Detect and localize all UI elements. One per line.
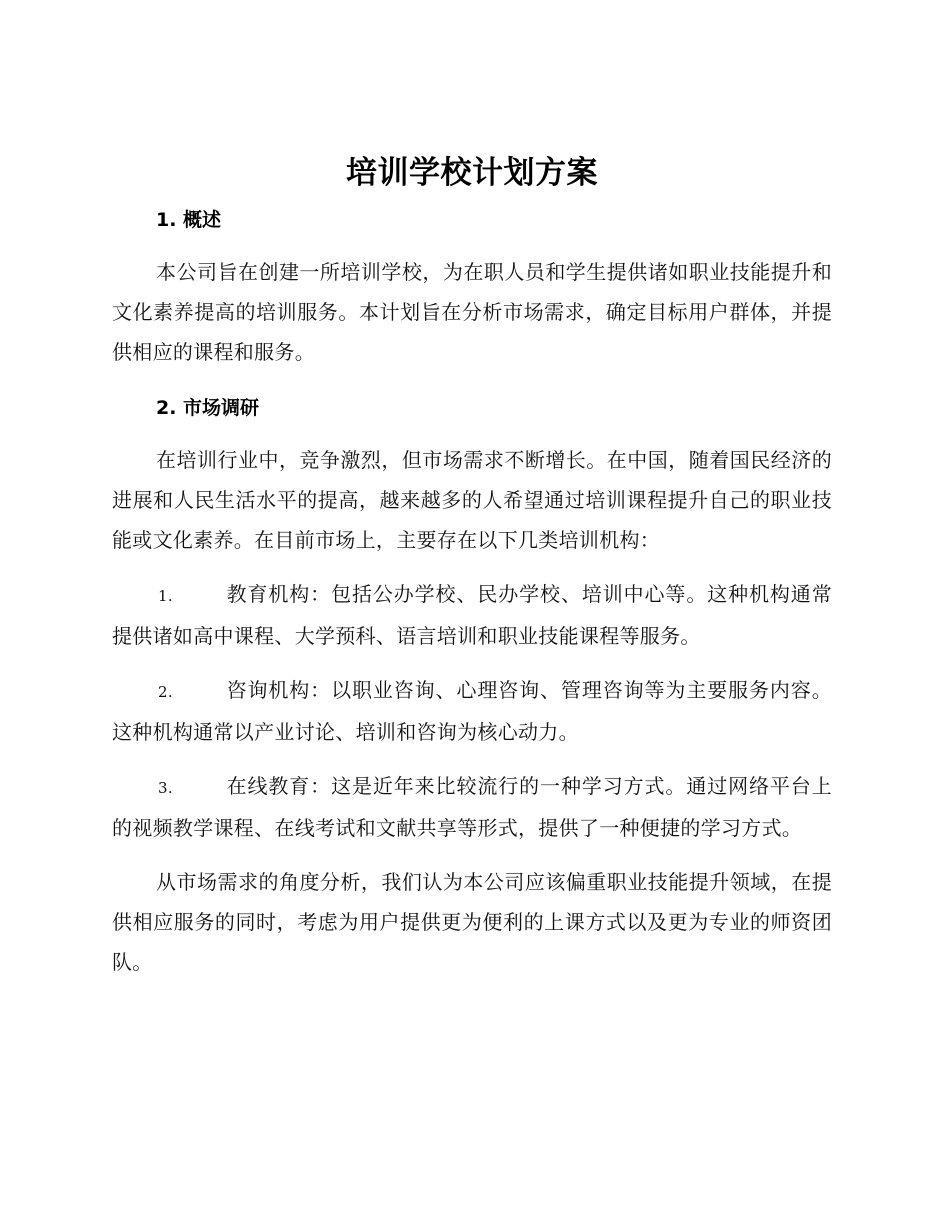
list-item-text: 咨询机构：以职业咨询、心理咨询、管理咨询等为主要服务内容。这种机构通常以产业讨论、培训和咨询为核心动力。 [112, 678, 832, 744]
document-body [112, 148, 832, 982]
section-heading-market-research: 2. 市场调研 [156, 397, 260, 419]
document-title: 培训学校计划方案 [346, 155, 598, 191]
list-number: 2. [158, 683, 173, 701]
list-item-text: 教育机构：包括公办学校、民办学校、培训中心等。这种机构通常提供诸如高中课程、大学预科、语言培训和职业技能课程等服务。 [112, 582, 832, 648]
list-item-consulting [112, 670, 832, 752]
list-item-education [112, 574, 832, 656]
market-conclusion-paragraph: 从市场需求的角度分析，我们认为本公司应该偏重职业技能提升领域，在提供相应服务的同时，考虑为用户提供更为便利的上课方式以及更为专业的师资团队。 [112, 870, 832, 974]
market-intro-paragraph: 在培训行业中，竞争激烈，但市场需求不断增长。在中国，随着国民经济的进展和人民生活水平的提高，越来越多的人希望通过培训课程提升自己的职业技能或文化素养。在目前市场上，主要存在以下几类培训机构： [112, 448, 832, 552]
list-number: 3. [158, 779, 173, 797]
list-item-online-education [112, 766, 832, 848]
overview-paragraph: 本公司旨在创建一所培训学校，为在职人员和学生提供诸如职业技能提升和文化素养提高的培训服务。本计划旨在分析市场需求，确定目标用户群体，并提供相应的课程和服务。 [112, 260, 832, 364]
list-item-text: 在线教育：这是近年来比较流行的一种学习方式。通过网络平台上的视频教学课程、在线考试和文献共享等形式，提供了一种便捷的学习方式。 [112, 774, 832, 840]
list-number: 1. [158, 587, 173, 605]
section-heading-overview: 1. 概述 [156, 209, 222, 231]
